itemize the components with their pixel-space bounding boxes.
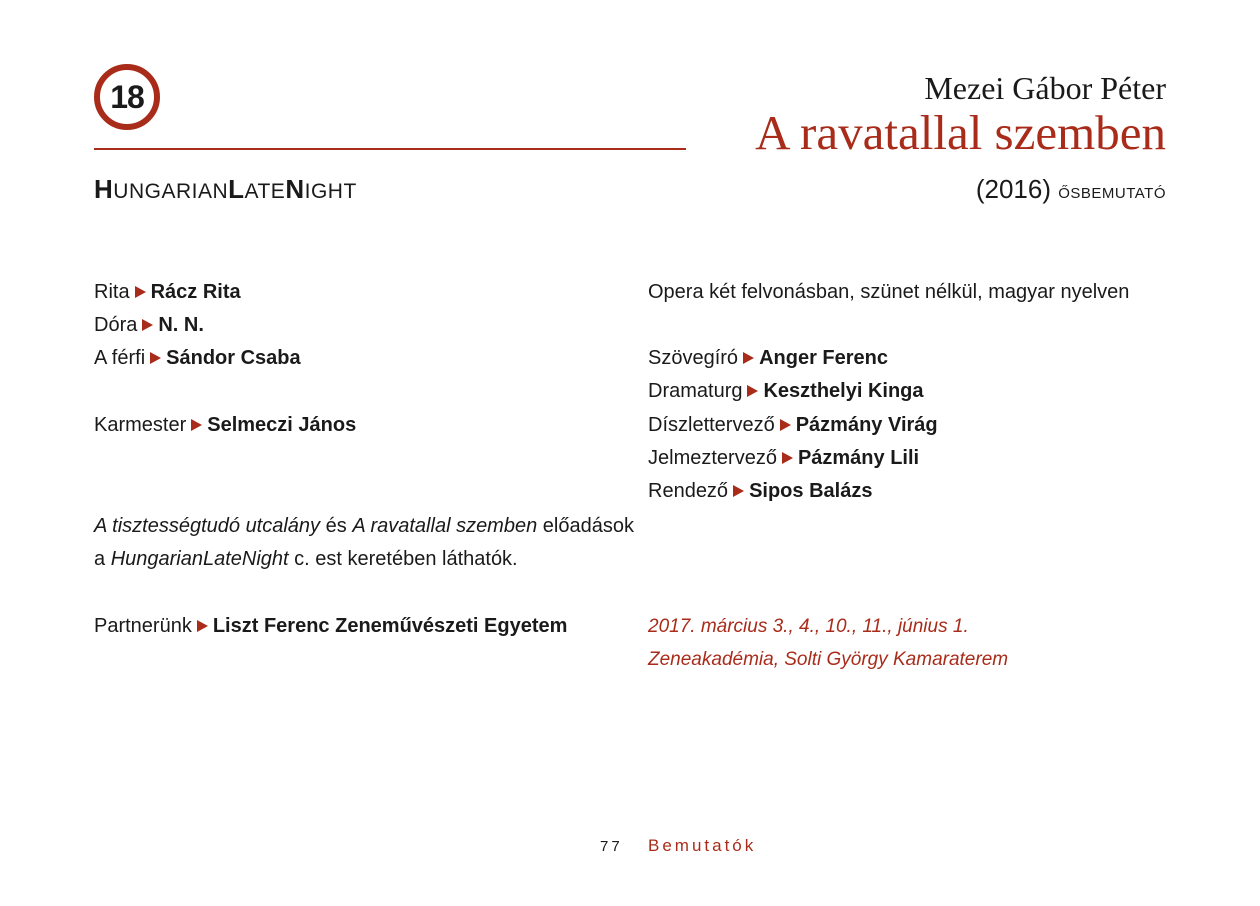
partner-row xyxy=(94,610,567,643)
series-letter-h: H xyxy=(94,174,114,204)
note-title-1: A tisztességtudó utcalány xyxy=(94,515,321,537)
series-letter-n: N xyxy=(285,174,305,204)
note-line-1 xyxy=(94,510,634,543)
cast-row xyxy=(94,342,301,375)
crew-row xyxy=(648,475,872,508)
arrow-icon xyxy=(191,419,202,431)
role-label: Szövegíró xyxy=(648,347,739,369)
production-number: 18 xyxy=(110,78,144,115)
opera-description: Opera két felvonásban, szünet nélkül, magyar nyelven xyxy=(648,281,1130,303)
year-premiere xyxy=(976,174,1166,205)
arrow-icon xyxy=(150,352,161,364)
arrow-icon xyxy=(142,319,153,331)
production-number-badge xyxy=(94,64,160,130)
crew-row xyxy=(648,375,924,408)
note-line-2 xyxy=(94,543,518,576)
crew-row xyxy=(648,442,919,475)
role-label: Karmester xyxy=(94,414,187,436)
series-part: ATE xyxy=(244,180,286,203)
section-name: Bemutatók xyxy=(648,836,757,855)
crew-row xyxy=(648,409,938,442)
performer-name: Sándor Csaba xyxy=(166,347,301,369)
page-number: 77 xyxy=(600,838,623,855)
note-text: c. est keretében láthatók. xyxy=(288,548,518,570)
series-letter-l: L xyxy=(228,174,245,204)
note-text: előadások xyxy=(537,515,634,537)
opera-title: A ravatallal szemben xyxy=(755,105,1166,160)
cast-row xyxy=(94,276,241,309)
crew-name: Pázmány Virág xyxy=(795,414,938,436)
arrow-icon xyxy=(197,620,208,632)
note-title-2: A ravatallal szemben xyxy=(352,515,538,537)
crew-row xyxy=(648,342,888,375)
arrow-icon xyxy=(135,286,146,298)
performance-venue: Zeneakadémia, Solti György Kamaraterem xyxy=(648,649,1009,670)
partner-name: Liszt Ferenc Zeneművészeti Egyetem xyxy=(212,615,568,637)
crew-name: Keszthelyi Kinga xyxy=(763,380,924,402)
conductor-name: Selmeczi János xyxy=(207,414,357,436)
composer-name: Mezei Gábor Péter xyxy=(924,70,1166,106)
conductor-row xyxy=(94,409,356,442)
role-label: Díszlettervező xyxy=(648,414,775,436)
cast-row xyxy=(94,309,204,342)
series-name xyxy=(94,174,357,205)
arrow-icon xyxy=(782,452,793,464)
crew-name: Sipos Balázs xyxy=(749,480,873,502)
role-label: Jelmeztervező xyxy=(648,447,777,469)
note-text: és xyxy=(320,515,353,537)
crew-name: Pázmány Lili xyxy=(797,447,920,469)
crew-name: Anger Ferenc xyxy=(759,347,888,369)
note-text: a xyxy=(94,548,111,570)
year: (2016) xyxy=(975,174,1051,204)
arrow-icon xyxy=(747,385,758,397)
performance-dates: 2017. március 3., 4., 10., 11., június 1. xyxy=(648,616,969,637)
arrow-icon xyxy=(780,419,791,431)
role-label: Dóra xyxy=(94,314,138,336)
note-series: HungarianLateNight xyxy=(110,548,289,570)
performer-name: Rácz Rita xyxy=(150,281,241,303)
performer-name: N. N. xyxy=(158,314,204,336)
arrow-icon xyxy=(733,485,744,497)
role-label: Partnerünk xyxy=(94,615,192,637)
role-label: A férfi xyxy=(94,347,146,369)
header-rule xyxy=(94,148,686,150)
role-label: Dramaturg xyxy=(648,380,743,402)
role-label: Rita xyxy=(94,281,130,303)
series-part: IGHT xyxy=(304,180,357,203)
premiere-label: ŐSBEMUTATÓ xyxy=(1058,185,1166,202)
role-label: Rendező xyxy=(648,480,729,502)
arrow-icon xyxy=(743,352,754,364)
series-part: UNGARIAN xyxy=(113,180,229,203)
